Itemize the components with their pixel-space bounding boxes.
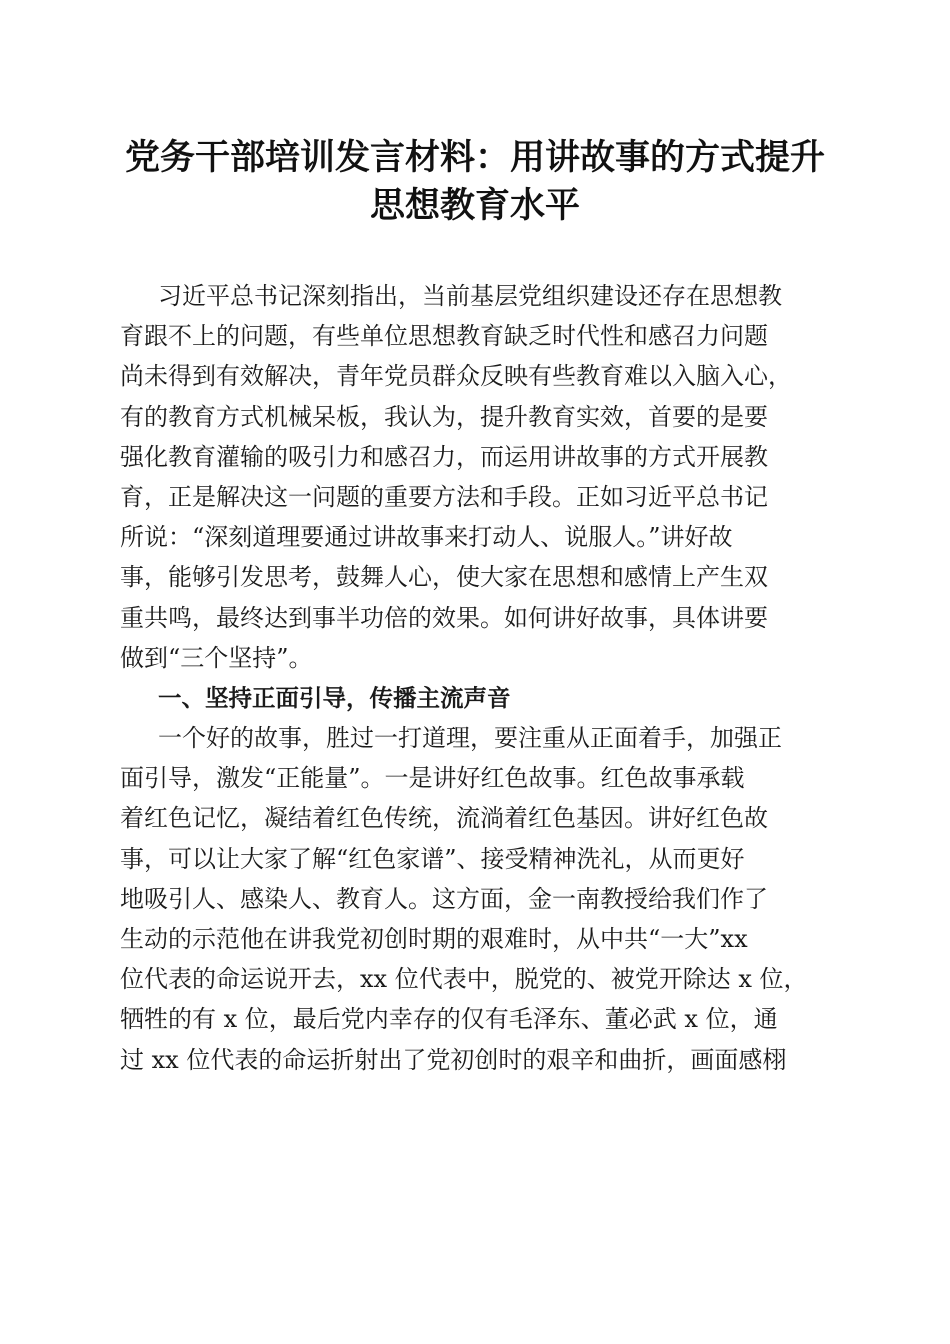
paragraph-line: 事，能够引发思考，鼓舞人心，使大家在思想和感情上产生双 — [120, 563, 768, 592]
paragraph-line: 重共鸣，最终达到事半功倍的效果。如何讲好故事，具体讲要 — [120, 603, 768, 632]
paragraph-line: 所说：“深刻道理要通过讲故事来打动人、说服人。”讲好故 — [120, 523, 733, 552]
document-body — [120, 276, 832, 1080]
title-line-1: 党务干部培训发言材料：用讲故事的方式提升 — [124, 137, 825, 178]
paragraph-line: 尚未得到有效解决，青年党员群众反映有些教育难以入脑入心， — [120, 362, 792, 391]
section-heading-1: 一、坚持正面引导，传播主流声音 — [158, 683, 511, 712]
paragraph-line: 牺牲的有 x 位，最后党内幸存的仅有毛泽东、董必武 x 位，通 — [120, 1005, 778, 1034]
paragraph-line: 育，正是解决这一问题的重要方法和手段。正如习近平总书记 — [120, 482, 768, 511]
paragraph-line: 事，可以让大家了解“红色家谱”、接受精神洗礼，从而更好 — [120, 844, 745, 873]
paragraph-line: 生动的示范他在讲我党初创时期的艰难时，从中共“一大”xx — [120, 925, 748, 953]
paragraph-line: 有的教育方式机械呆板，我认为，提升教育实效，首要的是要 — [120, 402, 768, 431]
paragraph-line: 做到“三个坚持”。 — [120, 643, 313, 672]
paragraph-line: 过 xx 位代表的命运折射出了党初创时的艰辛和曲折，画面感栩 — [120, 1045, 787, 1074]
section-1-paragraph — [120, 718, 832, 1080]
paragraph-line: 地吸引人、感染人、教育人。这方面，金一南教授给我们作了 — [120, 884, 768, 913]
document-title — [100, 134, 850, 230]
paragraph-line: 育跟不上的问题，有些单位思想教育缺乏时代性和感召力问题 — [120, 322, 768, 351]
paragraph-line: 习近平总书记深刻指出，当前基层党组织建设还存在思想教 — [158, 282, 782, 310]
title-line-2: 思想教育水平 — [369, 185, 580, 226]
paragraph-line: 着红色记忆，凝结着红色传统，流淌着红色基因。讲好红色故 — [120, 804, 768, 833]
paragraph-line: 一个好的故事，胜过一打道理，要注重从正面着手，加强正 — [158, 724, 782, 753]
paragraph-line: 位代表的命运说开去，xx 位代表中，脱党的、被党开除达 x 位， — [120, 965, 808, 994]
paragraph-line: 强化教育灌输的吸引力和感召力，而运用讲故事的方式开展教 — [120, 442, 768, 471]
intro-paragraph — [120, 276, 832, 678]
paragraph-line: 面引导，激发“正能量”。一是讲好红色故事。红色故事承载 — [120, 764, 745, 793]
